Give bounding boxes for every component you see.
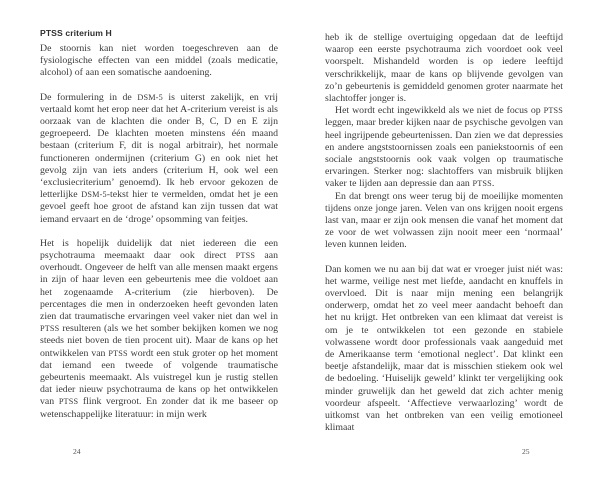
smallcaps-term: PTSS (472, 179, 492, 189)
paragraph: En dat brengt ons weer terug bij de moeilijke momenten tijdens onze jonge jaren. Velen van ons krijgen nooit ergens last van, maar er zijn ook mensen die vanaf het moment dat ze voor de wet volwassen zijn nooit meer een ‘normaal’ leven kunnen leiden. (325, 190, 563, 251)
section-heading: PTSS criterium H (40, 28, 112, 38)
smallcaps-term: PTSS (40, 324, 60, 334)
paragraph: De formulering in de DSM-5 is uiterst zakelijk, en vrij vertaald komt het erop neer dat het A-criterium vereist is als oorzaak van de klachten die onder B, C, D en E zijn gegroepeerd. De klachten moeten minstens één maand bestaan (criterium F, dit is nogal arbitrair), het normale functioneren ondermijnen (criterium G) en ook niet het gevolg zijn van iets anders (criterium H, ook wel een ‘exclusiecriterium’ genoemd). Ik heb ervoor gekozen de letterlijke DSM-5-tekst hier te vermelden, omdat het je een gevoel geeft hoe groot de afstand kan zijn tussen dat wat iemand ervaart en de ‘droge’ opsomming van feitjes. (40, 91, 279, 225)
smallcaps-term: PTSS (235, 251, 256, 261)
smallcaps-term: DSM-5 (81, 190, 107, 200)
smallcaps-term: DSM-5 (137, 92, 163, 102)
page-left (40, 28, 278, 421)
smallcaps-term: PTSS (108, 348, 128, 358)
page-left-text (40, 43, 278, 421)
page-number-left: 24 (73, 447, 81, 456)
page-right (325, 32, 563, 435)
smallcaps-term: PTSS (58, 397, 79, 407)
paragraph: De stoornis kan niet worden toegeschreven aan de fysiologische effecten van een middel (zoals medicatie, alcohol) of aan een somatische aandoening. (40, 43, 278, 79)
paragraph: heb ik de stellige overtuiging opgedaan dat de leeftijd waarop een eerste psychotrauma zich voordoet ook veel voorspelt. Mishandeld worden is op iedere leeftijd verschrikkelijk, maar de kans op blijvende gevolgen van zo’n gebeurtenis is gemiddeld genomen groter naarmate het slachtoffer jonger is. (325, 32, 563, 105)
paragraph: Het is hopelijk duidelijk dat niet iedereen die een psychotrauma meemaakt daar ook direct PTSS aan overhoudt. Ongeveer de helft van alle mensen maakt ergens in zijn of haar leven een gebeurtenis mee die voldoet aan het zogenaamde A-criterium (zie hierboven). De percentages die men in onderzoeken heeft gevonden laten zien dat traumatische ervaringen veel vaker niet dan wel in PTSS resulteren (als we het somber bekijken komen we nog steeds niet boven de tien procent uit). Maar de kans op het ontwikkelen van PTSS wordt een stuk groter op het moment dat iemand een tweede of volgende traumatische gebeurtenis meemaakt. Als vuistregel kun je rustig stellen dat ieder nieuw psychotrauma de kans op het ontwikkelen van PTSS flink vergroot. En zonder dat ik me baseer op wetenschappelijke literatuur: in mijn werk (40, 237, 279, 420)
page-right-text (325, 32, 563, 435)
page-number-right: 25 (522, 447, 530, 456)
smallcaps-term: PTSS (543, 106, 563, 116)
paragraph: Het wordt echt ingewikkeld als we niet de focus op PTSS leggen, maar breder kijken naar de psychische gevolgen van heel ingrijpende gebeurtenissen. Dan zien we dat depressies en andere angststoornissen zoals een paniekstoornis of een sociale angststoornis ook vaak volgen op traumatische ervaringen. Sterker nog: slachtoffers van misbruik blijken vaker te lijden aan depressie dan aan PTSS. (325, 105, 563, 190)
paragraph: Dan komen we nu aan bij dat wat er vroeger juist niét was: het warme, veilige nest met liefde, aandacht en knuffels in overvloed. Dit is naar mijn mening een belangrijk onderwerp, omdat het zo veel meer aandacht behoeft dan het nu krijgt. Het ontbreken van een klimaat dat vereist is om je te ontwikkelen tot een gezonde en stabiele volwassene wordt door professionals vaak aangeduid met de Amerikaanse term ‘emotional neglect’. Dat klinkt een beetje afstandelijk, maar dat is misschien stiekem ook wel de bedoeling. ‘Huiselijk geweld’ klinkt ter vergelijking ook minder gruwelijk dan het geweld dat zich achter menig voordeur afspeelt. ‘Affectieve verwaarlozing’ wordt de uitkomst van het ontbreken van een veilig emotioneel klimaat (325, 263, 563, 434)
